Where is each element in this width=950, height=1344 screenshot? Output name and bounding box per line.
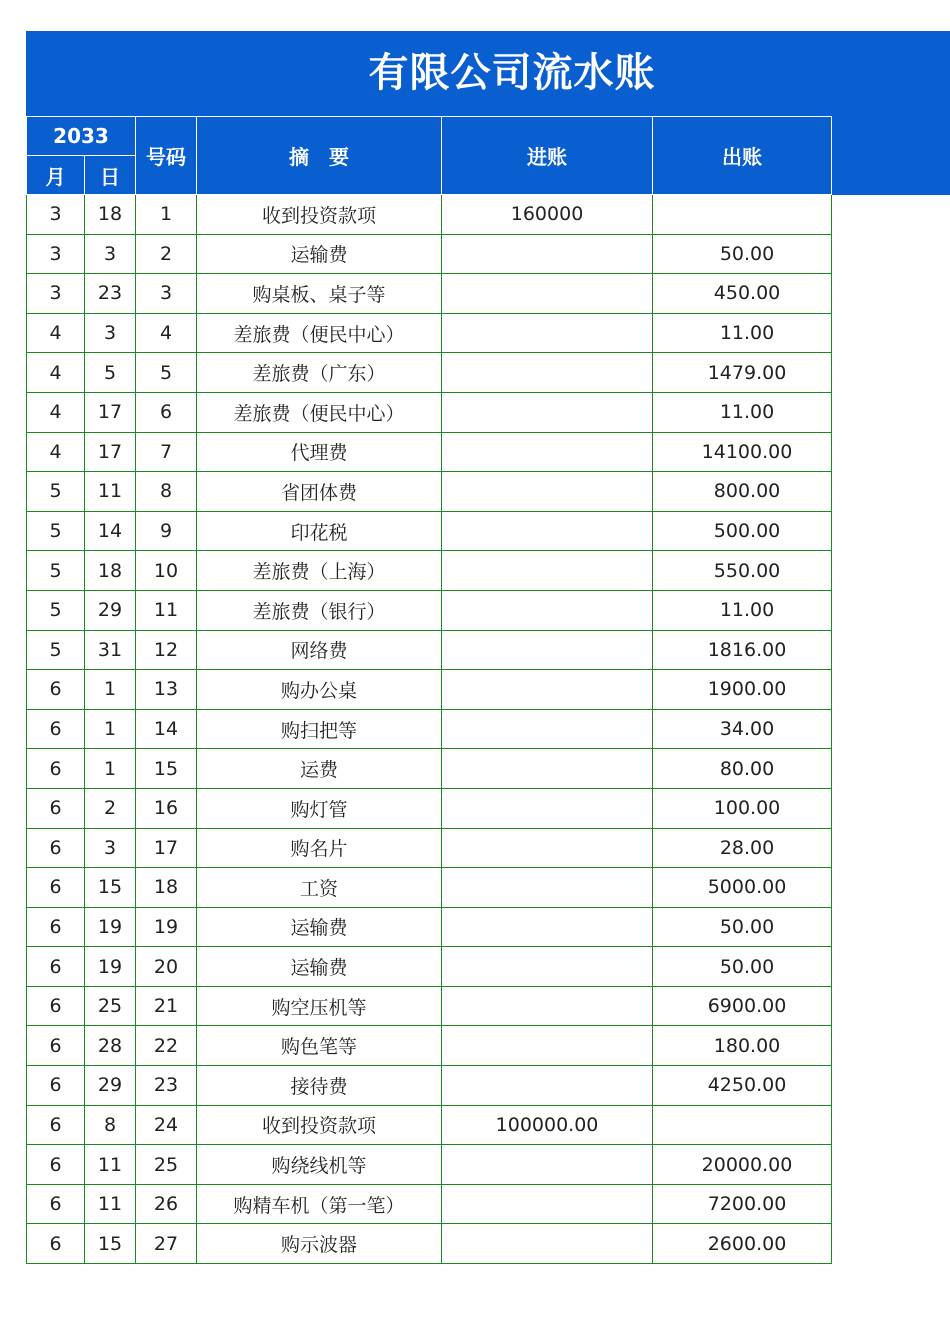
cell-summary: 运费: [197, 749, 442, 789]
cell-month: 5: [27, 551, 85, 591]
cell-month: 6: [27, 1026, 85, 1066]
table-row: [27, 472, 832, 512]
cell-expense: 2600.00: [653, 1224, 832, 1264]
table-row: [27, 1145, 832, 1185]
cell-day: 1: [85, 670, 136, 710]
cell-month: 6: [27, 1224, 85, 1264]
table-row: [27, 392, 832, 432]
table-row: [27, 313, 832, 353]
cell-month: 6: [27, 1105, 85, 1145]
cell-expense: 7200.00: [653, 1184, 832, 1224]
cell-number: 20: [136, 947, 197, 987]
cell-expense: 1816.00: [653, 630, 832, 670]
table-row: [27, 907, 832, 947]
table-row: [27, 274, 832, 314]
table-row: [27, 828, 832, 868]
cell-day: 1: [85, 709, 136, 749]
table-row: [27, 432, 832, 472]
cell-number: 12: [136, 630, 197, 670]
cell-summary: 收到投资款项: [197, 1105, 442, 1145]
cell-expense: 34.00: [653, 709, 832, 749]
cell-income: [442, 353, 653, 393]
cell-day: 17: [85, 432, 136, 472]
cell-summary: 差旅费（银行）: [197, 590, 442, 630]
cell-month: 4: [27, 432, 85, 472]
table-row: [27, 1026, 832, 1066]
cell-number: 14: [136, 709, 197, 749]
year-header: 2033: [27, 117, 136, 156]
table-row: [27, 590, 832, 630]
cell-income: 160000: [442, 195, 653, 235]
cell-number: 8: [136, 472, 197, 512]
table-row: [27, 749, 832, 789]
cell-day: 31: [85, 630, 136, 670]
cell-day: 11: [85, 472, 136, 512]
cell-expense: 50.00: [653, 907, 832, 947]
cell-expense: 28.00: [653, 828, 832, 868]
cell-number: 11: [136, 590, 197, 630]
cell-number: 26: [136, 1184, 197, 1224]
cell-income: [442, 986, 653, 1026]
cell-month: 6: [27, 670, 85, 710]
table-row: [27, 630, 832, 670]
cell-number: 1: [136, 195, 197, 235]
cell-summary: 代理费: [197, 432, 442, 472]
cell-expense: 11.00: [653, 313, 832, 353]
cell-number: 4: [136, 313, 197, 353]
cell-expense: 800.00: [653, 472, 832, 512]
cell-expense: 500.00: [653, 511, 832, 551]
cell-day: 14: [85, 511, 136, 551]
cell-income: [442, 274, 653, 314]
cell-day: 3: [85, 234, 136, 274]
cell-summary: 购灯管: [197, 788, 442, 828]
cell-expense: 14100.00: [653, 432, 832, 472]
cell-day: 3: [85, 313, 136, 353]
cell-day: 1: [85, 749, 136, 789]
cell-income: [442, 907, 653, 947]
cell-income: [442, 1026, 653, 1066]
cell-month: 5: [27, 511, 85, 551]
cell-day: 18: [85, 195, 136, 235]
cell-expense: 5000.00: [653, 868, 832, 908]
cell-expense: 11.00: [653, 590, 832, 630]
cell-number: 21: [136, 986, 197, 1026]
cell-day: 15: [85, 1224, 136, 1264]
cell-day: 17: [85, 392, 136, 432]
cell-month: 6: [27, 1145, 85, 1185]
cell-expense: [653, 195, 832, 235]
cell-day: 18: [85, 551, 136, 591]
cell-day: 11: [85, 1184, 136, 1224]
cell-day: 28: [85, 1026, 136, 1066]
cell-income: [442, 511, 653, 551]
cell-number: 25: [136, 1145, 197, 1185]
cell-income: [442, 590, 653, 630]
cell-number: 24: [136, 1105, 197, 1145]
cell-summary: 网络费: [197, 630, 442, 670]
cell-month: 3: [27, 195, 85, 235]
cell-day: 29: [85, 1066, 136, 1106]
table-row: [27, 709, 832, 749]
cell-summary: 收到投资款项: [197, 195, 442, 235]
table-row: [27, 947, 832, 987]
cell-number: 27: [136, 1224, 197, 1264]
cell-expense: 6900.00: [653, 986, 832, 1026]
cell-number: 13: [136, 670, 197, 710]
cell-income: [442, 1224, 653, 1264]
cell-number: 22: [136, 1026, 197, 1066]
cell-expense: 180.00: [653, 1026, 832, 1066]
cell-summary: 购绕线机等: [197, 1145, 442, 1185]
cell-day: 23: [85, 274, 136, 314]
table-header: [27, 117, 832, 195]
cell-number: 15: [136, 749, 197, 789]
cell-day: 8: [85, 1105, 136, 1145]
cell-income: [442, 1066, 653, 1106]
cell-day: 15: [85, 868, 136, 908]
cell-income: [442, 392, 653, 432]
cell-summary: 差旅费（广东）: [197, 353, 442, 393]
table-row: [27, 511, 832, 551]
cell-summary: 差旅费（便民中心）: [197, 313, 442, 353]
cell-expense: 550.00: [653, 551, 832, 591]
cell-day: 19: [85, 907, 136, 947]
cell-number: 3: [136, 274, 197, 314]
cell-income: [442, 749, 653, 789]
cell-month: 4: [27, 353, 85, 393]
cell-income: [442, 472, 653, 512]
cell-expense: 100.00: [653, 788, 832, 828]
cell-expense: 20000.00: [653, 1145, 832, 1185]
cell-income: [442, 630, 653, 670]
cell-summary: 购精车机（第一笔）: [197, 1184, 442, 1224]
cell-summary: 印花税: [197, 511, 442, 551]
cell-month: 6: [27, 1184, 85, 1224]
cell-day: 5: [85, 353, 136, 393]
cell-summary: 运输费: [197, 234, 442, 274]
table-row: [27, 670, 832, 710]
cell-day: 29: [85, 590, 136, 630]
cell-number: 2: [136, 234, 197, 274]
cell-expense: 50.00: [653, 234, 832, 274]
cell-summary: 购扫把等: [197, 709, 442, 749]
cell-expense: 4250.00: [653, 1066, 832, 1106]
table-row: [27, 1224, 832, 1264]
cell-month: 4: [27, 392, 85, 432]
cell-summary: 购桌板、桌子等: [197, 274, 442, 314]
cell-number: 17: [136, 828, 197, 868]
cell-income: [442, 868, 653, 908]
table-row: [27, 868, 832, 908]
cell-month: 6: [27, 788, 85, 828]
cell-income: [442, 947, 653, 987]
cell-expense: 50.00: [653, 947, 832, 987]
cell-day: 2: [85, 788, 136, 828]
cell-number: 19: [136, 907, 197, 947]
cell-expense: 450.00: [653, 274, 832, 314]
cell-day: 11: [85, 1145, 136, 1185]
cell-income: [442, 551, 653, 591]
table-row: [27, 353, 832, 393]
cell-month: 5: [27, 472, 85, 512]
cell-expense: 80.00: [653, 749, 832, 789]
cell-month: 3: [27, 274, 85, 314]
cell-income: [442, 788, 653, 828]
cell-number: 23: [136, 1066, 197, 1106]
cell-month: 6: [27, 907, 85, 947]
cell-month: 6: [27, 828, 85, 868]
month-header: 月: [27, 156, 85, 195]
cell-income: [442, 1145, 653, 1185]
cell-month: 3: [27, 234, 85, 274]
cell-summary: 购空压机等: [197, 986, 442, 1026]
cell-income: [442, 432, 653, 472]
table-row: [27, 986, 832, 1026]
cell-income: [442, 1184, 653, 1224]
cell-month: 6: [27, 868, 85, 908]
expense-header: 出账: [653, 117, 832, 195]
table-row: [27, 1184, 832, 1224]
cell-income: 100000.00: [442, 1105, 653, 1145]
cell-summary: 工资: [197, 868, 442, 908]
cell-day: 19: [85, 947, 136, 987]
cell-number: 10: [136, 551, 197, 591]
cell-expense: 1900.00: [653, 670, 832, 710]
cell-number: 16: [136, 788, 197, 828]
cell-day: 3: [85, 828, 136, 868]
cell-summary: 运输费: [197, 907, 442, 947]
cell-expense: 11.00: [653, 392, 832, 432]
cell-expense: [653, 1105, 832, 1145]
cell-summary: 差旅费（便民中心）: [197, 392, 442, 432]
cell-summary: 购名片: [197, 828, 442, 868]
table-row: [27, 1066, 832, 1106]
cell-expense: 1479.00: [653, 353, 832, 393]
cell-income: [442, 709, 653, 749]
cell-number: 7: [136, 432, 197, 472]
table-row: [27, 195, 832, 235]
cell-number: 9: [136, 511, 197, 551]
cell-number: 6: [136, 392, 197, 432]
cell-month: 6: [27, 986, 85, 1026]
cell-summary: 省团体费: [197, 472, 442, 512]
number-header: 号码: [136, 117, 197, 195]
cell-number: 18: [136, 868, 197, 908]
cell-summary: 购色笔等: [197, 1026, 442, 1066]
cell-income: [442, 313, 653, 353]
cell-month: 6: [27, 749, 85, 789]
page-title: 有限公司流水账: [368, 50, 656, 96]
cell-month: 4: [27, 313, 85, 353]
table-row: [27, 551, 832, 591]
cell-month: 6: [27, 947, 85, 987]
cell-summary: 运输费: [197, 947, 442, 987]
cell-income: [442, 234, 653, 274]
cell-number: 5: [136, 353, 197, 393]
table-row: [27, 234, 832, 274]
cell-summary: 购示波器: [197, 1224, 442, 1264]
ledger-table: [26, 116, 832, 1264]
cell-month: 5: [27, 590, 85, 630]
cell-income: [442, 670, 653, 710]
cell-summary: 购办公桌: [197, 670, 442, 710]
cell-day: 25: [85, 986, 136, 1026]
table-row: [27, 1105, 832, 1145]
cell-summary: 差旅费（上海）: [197, 551, 442, 591]
summary-header: 摘 要: [197, 117, 442, 195]
income-header: 进账: [442, 117, 653, 195]
cell-income: [442, 828, 653, 868]
day-header: 日: [85, 156, 136, 195]
cell-month: 6: [27, 1066, 85, 1106]
cell-summary: 接待费: [197, 1066, 442, 1106]
cell-month: 5: [27, 630, 85, 670]
table-body: [27, 195, 832, 1264]
table-row: [27, 788, 832, 828]
cell-month: 6: [27, 709, 85, 749]
